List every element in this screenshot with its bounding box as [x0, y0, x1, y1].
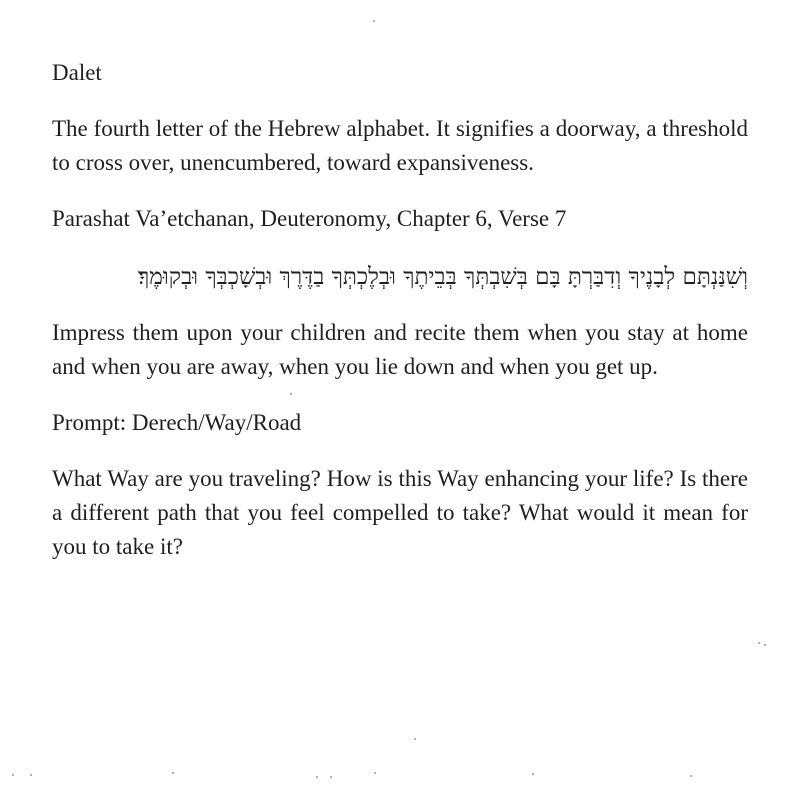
scan-speck: [414, 738, 416, 740]
scan-speck: [690, 775, 692, 777]
scan-speck: [373, 20, 375, 22]
scan-speck: [374, 772, 376, 774]
letter-definition: The fourth letter of the Hebrew alphabet. It signifies a doorway, a threshold to cross over, unencumbered, toward expansiveness.: [52, 116, 748, 175]
reflection-questions: What Way are you traveling? How is this Way enhancing your life? Is there a different path that you feel compelled to take? What would it mean for you to take it?: [52, 466, 748, 559]
scan-speck: [330, 776, 332, 778]
scan-speck: [532, 773, 534, 775]
scan-speck: [290, 393, 292, 395]
letter-title: Dalet: [52, 60, 102, 85]
scan-speck: [12, 774, 14, 776]
verse-source: Parashat Va’etchanan, Deuteronomy, Chapter 6, Verse 7: [52, 206, 567, 231]
scan-speck: [316, 776, 318, 778]
document-page: [52, 56, 748, 586]
scan-speck: [172, 772, 174, 774]
hebrew-verse: וְשִׁנַּנְתָּם לְבָנֶיךָ וְדִבַּרְתָּ בָּם בְּשִׁבְתְּךָ בְּבֵיתֶךָ וּבְלֶכְתְּךָ בַדֶּרֶךְ וּבְשָׁכְבְּךָ וּבְקוּמֶךָ׃: [137, 264, 748, 290]
prompt-heading: Prompt: Derech/Way/Road: [52, 410, 302, 435]
scan-speck: [30, 774, 32, 776]
verse-translation: Impress them upon your children and recite them when you stay at home and when you are away, when you lie down and when you get up.: [52, 320, 748, 379]
scan-speck: [758, 642, 760, 644]
scan-speck: [764, 644, 766, 646]
